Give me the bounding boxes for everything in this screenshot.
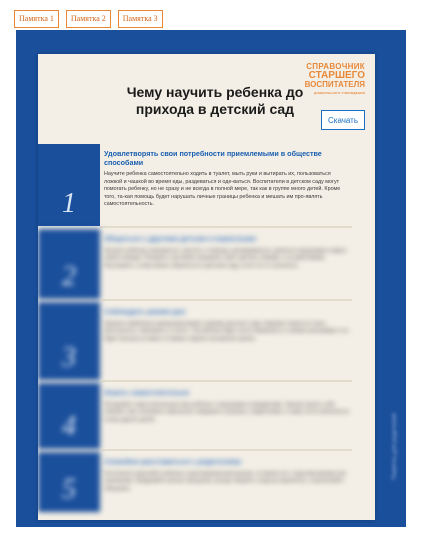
section-body: [104, 458, 350, 510]
tab-pamyatka-1[interactable]: Памятка 1: [14, 10, 59, 28]
page-title: Чему научить ребенка до прихода в детский сад: [126, 84, 304, 117]
divider: [100, 449, 352, 451]
download-button[interactable]: Скачать: [321, 110, 365, 130]
section-number: 3: [38, 302, 100, 380]
section-number: 4: [38, 383, 100, 449]
section-heading: Общаться с другими детьми и взрослыми: [104, 234, 256, 243]
divider: [100, 226, 352, 228]
divider: [100, 380, 352, 382]
section-heading: Удовлетворять свои потребности приемлемыми в обществе способами: [104, 149, 322, 167]
tab-bar: [14, 10, 163, 28]
side-caption: Памятка для родителей: [392, 413, 398, 480]
section-number: 2: [38, 229, 100, 299]
section-number: 1: [38, 144, 100, 226]
section-2: [38, 229, 352, 299]
section-3: [38, 302, 352, 380]
logo-line-3: ВОСПИТАТЕЛЯ: [304, 80, 365, 89]
section-heading: Спокойно расставаться с родителями: [104, 457, 241, 466]
section-body: [104, 150, 350, 224]
section-body: [104, 235, 350, 297]
section-body: [104, 308, 350, 378]
section-number: 5: [38, 452, 100, 512]
section-heading: Играть самостоятельно: [104, 388, 190, 397]
section-text: Научите ребенка знакомиться, просить о помощи, договариваться, делиться игрушками и ждать своей очереди. Покажите, как можно выражать свои чувства словами, а не действиями. Расскажите, к кому можно обратиться в детском саду, если что-то случилось.: [104, 247, 347, 269]
section-text: Поощряйте самостоятельную игру ребенка с игрушками и предметами. Умение занять себя поможет ему спокойнее переносить ожидание и разлуку с родителями, а также легче включаться в игры других детей.: [104, 401, 350, 423]
document-frame: [16, 30, 406, 527]
section-4: [38, 383, 352, 449]
section-text: Постепенно приучайте ребенка к кратковременной разлуке, оставляя его с родственниками или знакомыми. Придумайте ритуал прощания, всегда говорите, когда вы вернетесь, и выполняйте обещание.: [104, 470, 346, 492]
logo-line-1: СПРАВОЧНИК: [306, 62, 365, 71]
logo-line-2: СТАРШЕГО: [308, 70, 365, 81]
section-5: [38, 452, 352, 512]
document-sheet: [38, 54, 375, 520]
section-1: [38, 144, 352, 226]
tab-pamyatka-2[interactable]: Памятка 2: [66, 10, 111, 28]
section-text: Научите ребенка самостоятельно ходить в туалет, мыть руки и вытирать их, пользоваться ложкой и чашкой во время еды, раздеваться и оде-ваться. Воспитатели в детском саду могут помогать ребенку, но не сразу и не всегда в полной мере, так как в группе много детей. Кроме того, та-кая помощь будет нарушать личные границы ребенка и мешать им про-являть самостоятельность.: [104, 171, 341, 208]
section-heading: Соблюдать режим дня: [104, 307, 186, 316]
tab-pamyatka-3[interactable]: Памятка 3: [118, 10, 163, 28]
divider: [100, 299, 352, 301]
section-text: Заранее приблизьте домашний режим к режиму детского сада: вовремя ложиться спать, просыпаться, завтракать и гулять. Так ребенку будет легче привыкнуть к новому распорядку и он будет меньше уставать в первые недели посещения группы.: [104, 320, 349, 342]
section-body: [104, 389, 350, 447]
logo-line-4: ДОШКОЛЬНОГО УЧРЕЖДЕНИЯ: [314, 91, 365, 95]
